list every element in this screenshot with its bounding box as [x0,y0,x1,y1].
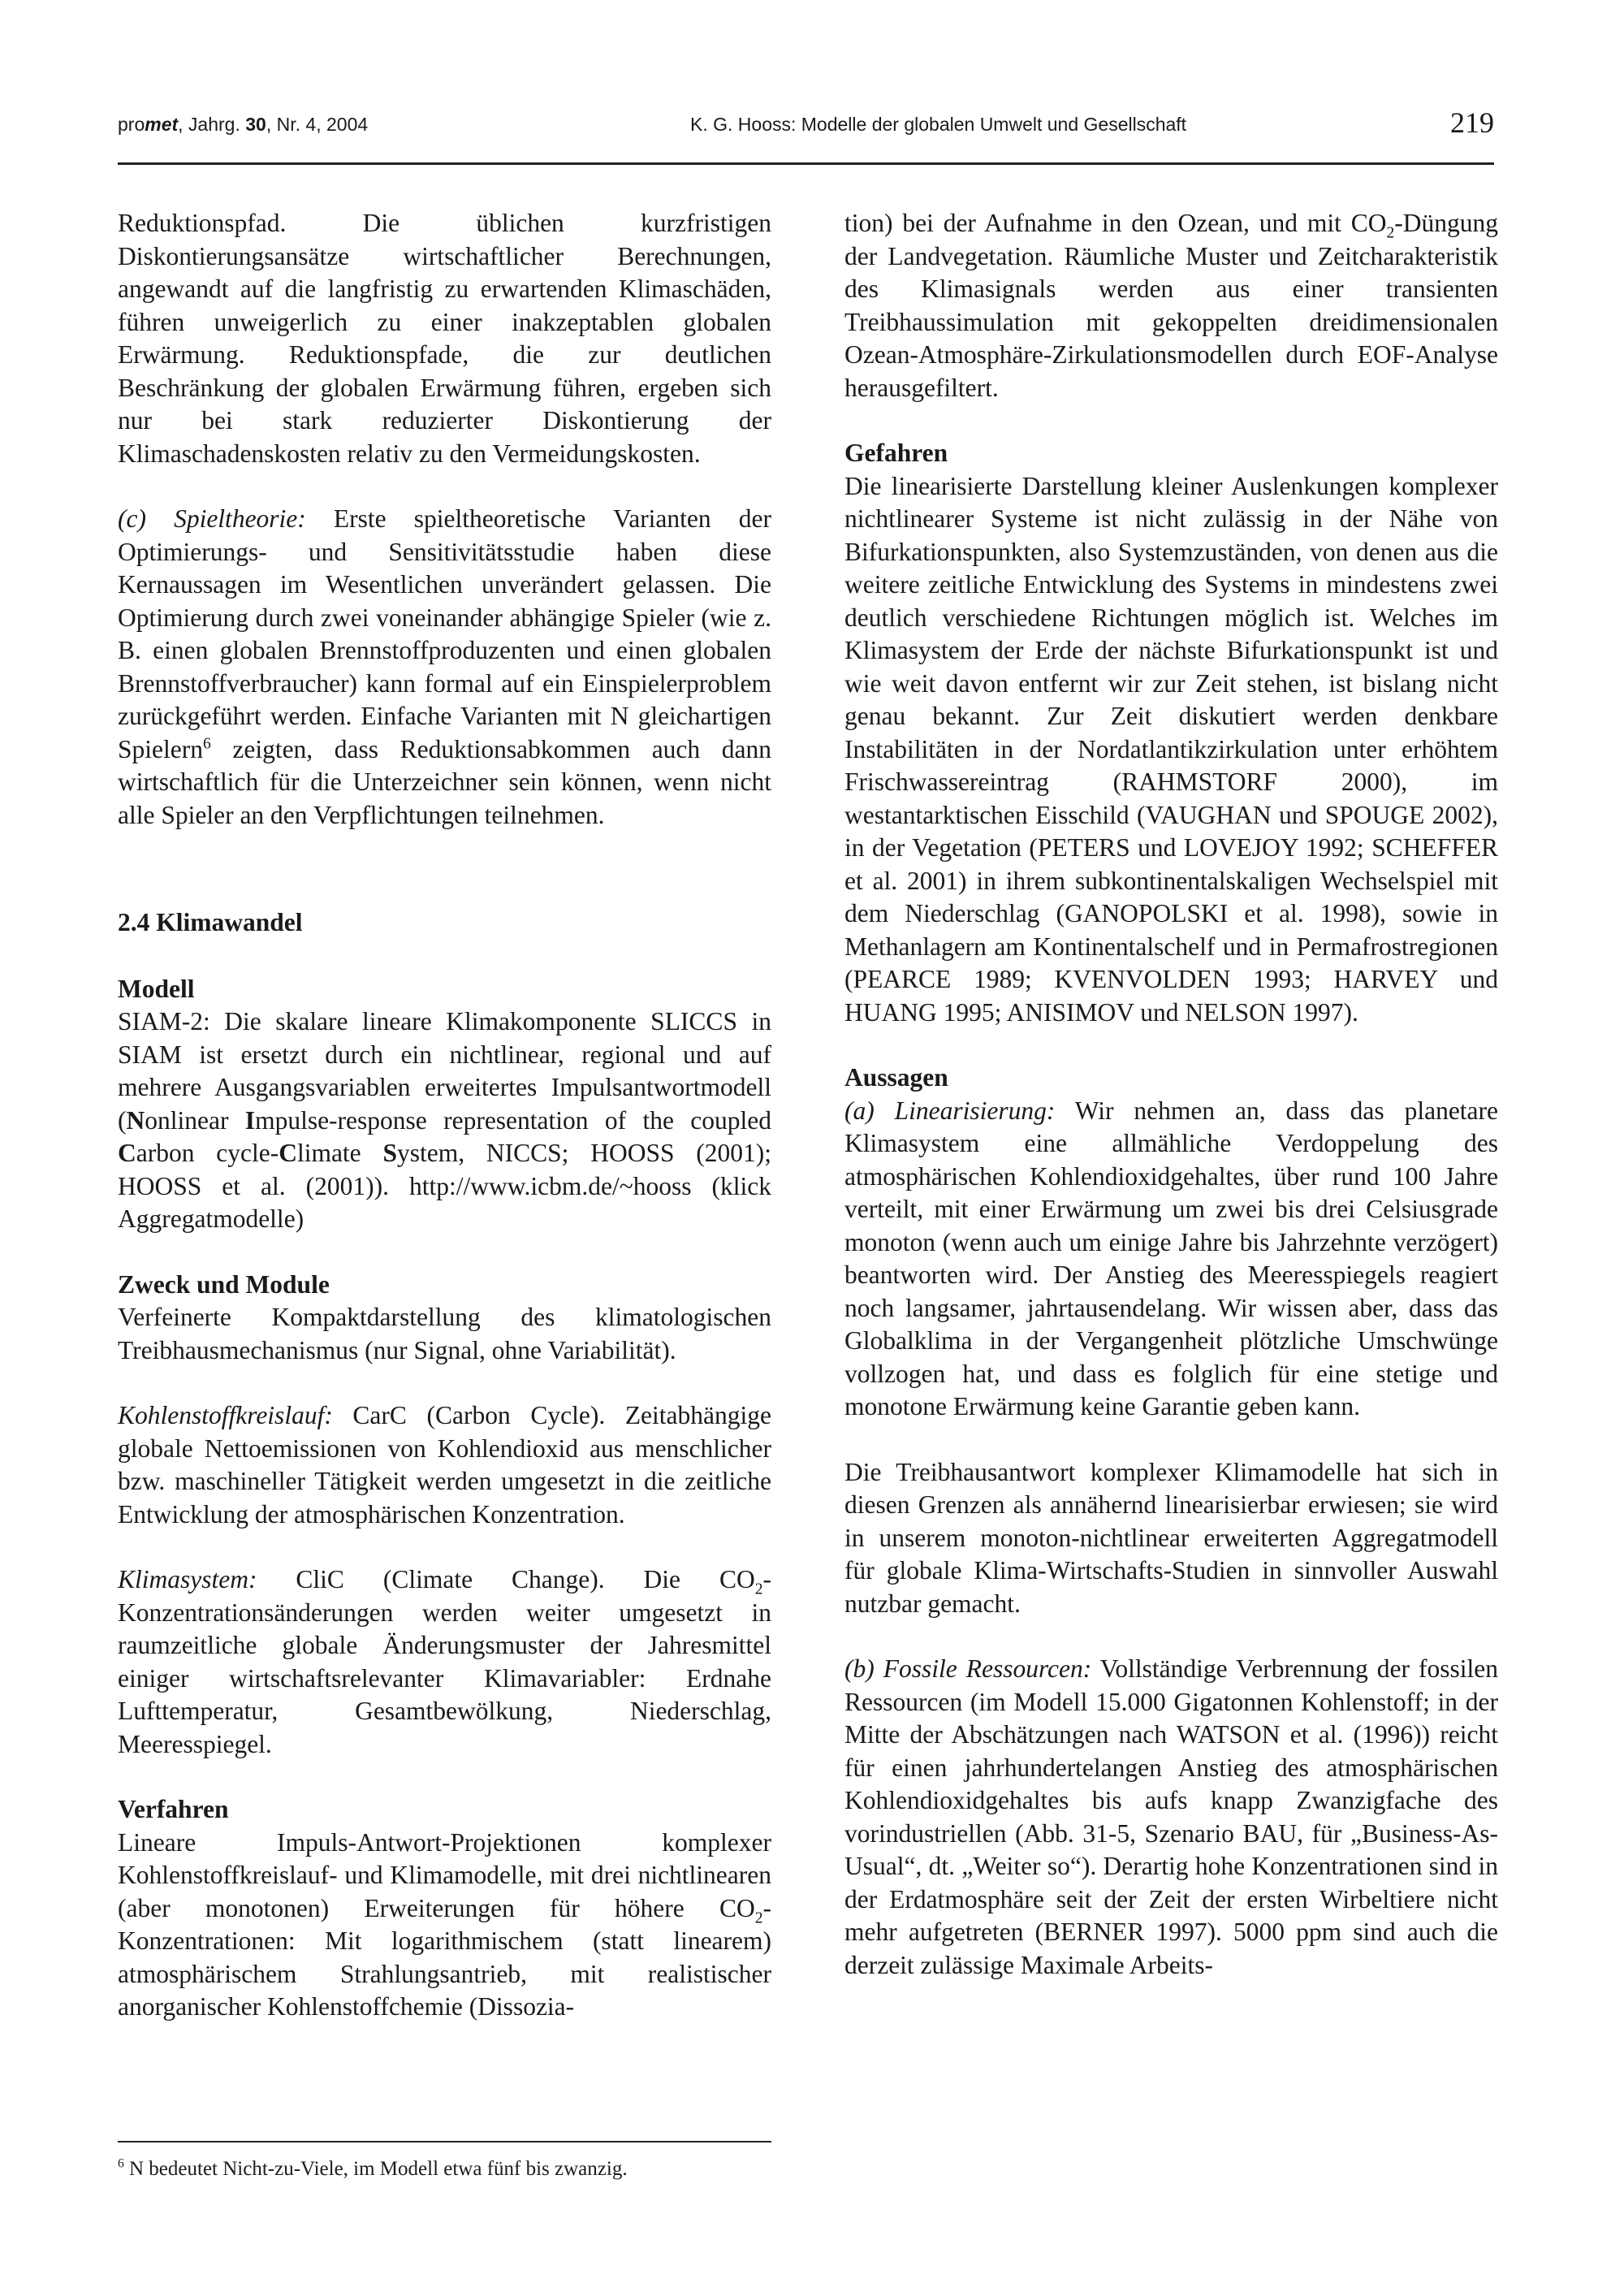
journal-year-label: , Jahrg. [178,114,246,135]
kohlenstoff-text: CarC (Carbon Cycle). Zeitabhängige globale Nettoemissionen von Kohlendioxid aus menschlicher bzw. maschineller Tätigkeit werden umgesetzt in die zeitliche Entwicklung der atmosphärischen Konzentration. [118,1401,771,1529]
page-header [118,106,1494,165]
modell-text-d: arbon cycle- [136,1139,279,1167]
klimasystem-text-a: CliC (Climate Change). Die CO [257,1565,755,1593]
footnote-6 [118,2157,771,2181]
footnote-divider [118,2141,771,2143]
footnote-text: N bedeutet Nicht-zu-Viele, im Modell etwa fünf bis zwanzig. [123,2158,628,2180]
heading-verfahren: Verfahren [118,1795,229,1823]
co2-subscript: 2 [1386,224,1395,242]
paragraph-fossile-ressourcen [844,1653,1498,1982]
paragraph-verfahren-continued [844,207,1498,404]
verfahren-cont-a: tion) bei der Aufnahme in den Ozean, und mit CO [844,209,1387,237]
paragraph-spieltheorie [118,503,771,832]
modell-acronym-i: I [244,1105,256,1135]
linearisierung-text: Wir nehmen an, dass das planetare Klimasystem eine allmähliche Verdoppelung des atmosphärischen Kohlendioxidgehaltes, über rund 100 Jahre verteilt, mit einer Erwärmung um zwei bis drei Celsiusgrade monoton (wenn auch um einige Jahre bis Jahrzehnte verzögert) beantworten wird. Der Anstieg des Meeresspiegels reagiert noch langsamer, jahrtausendelang. Wir wissen aber, dass das Globalklima in der Vergangenheit plötzliche Umschwünge vollzogen hat, und dass es folglich für eine stetige und monotone Erwärmung keine Garantie geben kann. [844,1096,1499,1420]
running-title: K. G. Hooss: Modelle der globalen Umwelt und Gesellschaft [690,114,1187,135]
heading-zweck-und-module: Zweck und Module [118,1269,330,1299]
klimasystem-text-b: -Konzentrationsänderungen werden weiter umgesetzt in raumzeitliche globale Änderungsmuster der Jahresmittel einiger wirtschaftsrelevanter Klimavariabler: Erdnahe Lufttemperatur, Gesamtbewölkung, Niederschlag, Meeresspiegel. [118,1565,771,1758]
modell-acronym-n: N [126,1105,145,1135]
paragraph-treibhausantwort: Die Treibhausantwort komplexer Klimamodelle hat sich in diesen Grenzen als annähernd linearisierbar erwiesen; sie wird in unserem monoton-nichtlinear erweiterten Aggregatmodell für globale Klima-Wirtschafts-Studien in sinnvoller Auswahl nutzbar gemacht. [844,1457,1498,1618]
spieltheorie-label: (c) Spieltheorie: [118,504,306,533]
paragraph-klimasystem [118,1563,771,1761]
co2-subscript: 2 [754,1909,763,1926]
fossile-label: (b) Fossile Ressourcen: [844,1654,1092,1683]
paragraph-gefahren: Die linearisierte Darstellung kleiner Auslenkungen komplexer nichtlinearer Systeme ist nicht zulässig in der Nähe von Bifurkationspunkten, also Systemzuständen, von denen aus die weitere zeitliche Entwicklung des Systems in mindestens zwei deutlich verschiedene Richtungen möglich ist. Welches im Klimasystem der Erde der nächste Bifurkationspunkt ist und wie weit davon entfernt wir zur Zeit stehen, ist bislang nicht genau bekannt. Zur Zeit diskutiert werden denkbare Instabilitäten in der Nordatlantikzirkulation unter erhöhtem Frischwassereintrag (RAHMSTORF 2000), im westantarktischen Eisschild (VAUGHAN und SPOUGE 2002), in der Vegetation (PETERS und LOVEJOY 1992; SCHEFFER et al. 2001) in ihrem subkontinentalskaligen Wechselspiel mit dem Niederschlag (GANOPOLSKI et al. 1998), sowie in Methanlagern am Kontinentalschelf und in Permafrostregionen (PEARCE 1989; KVENVOLDEN 1993; HARVEY und HUANG 1995; ANISIMOV und NELSON 1997). [844,471,1498,1027]
journal-name-met: met [145,114,179,135]
paragraph-zweck: Verfeinerte Kompaktdarstellung des klimatologischen Treibhausmechanismus (nur Signal, ohne Variabilität). [118,1303,771,1364]
spieltheorie-text-b: zeigten, dass Reduktionsabkommen auch dann wirtschaftlich für die Unterzeichner sein können, wenn nicht alle Spieler an den Verpflichtungen teilnehmen. [118,734,771,829]
left-column [118,207,771,2024]
heading-gefahren: Gefahren [844,439,948,467]
journal-name-pro: pro [118,114,145,135]
journal-issue: , Nr. 4, 2004 [266,114,369,135]
paragraph-kohlenstoffkreislauf [118,1399,771,1531]
modell-acronym-s: S [382,1139,397,1167]
verfahren-text-b: -Konzentrationen: Mit logarithmischem (statt linearem) atmosphärischem Strahlungsantrieb, mit realistischer anorganischer Kohlenstoffchemie (Dissozia- [118,1893,771,2021]
paragraph-verfahren [118,1827,771,2024]
journal-citation [118,114,368,136]
modell-text-a: SIAM-2: Die skalare lineare Klimakomponente SLICCS in SIAM ist ersetzt durch ein nichtlinear, regional und auf mehrere Ausgangsvariablen erweitertes Impulsantwortmodell ( [118,1007,771,1135]
paragraph-reduktionspfad: Reduktionspfad. Die üblichen kurzfristigen Diskontierungsansätze wirtschaftlicher Berechnungen, angewandt auf die langfristig zu erwartenden Klimaschäden, führen unweigerlich zu einer inakzeptablen globalen Erwärmung. Reduktionspfade, die zur deutlichen Beschränkung der globalen Erwärmung führen, ergeben sich nur bei stark reduzierter Diskontierung der Klimaschadenskosten relativ zu den Vermeidungskosten. [118,209,771,468]
modell-text-e: limate [296,1139,383,1167]
footnote-marker: 6 [118,2156,124,2171]
section-heading-klimawandel: 2.4 Klimawandel [118,908,303,936]
verfahren-text-a: Lineare Impuls-Antwort-Projektionen komplexer Kohlenstoffkreislauf- und Klimamodelle, mit drei nichtlinearen (aber monotonen) Erweiterungen für höhere CO [118,1827,771,1922]
linearisierung-label: (a) Linearisierung: [844,1096,1056,1125]
co2-subscript: 2 [754,1580,763,1598]
verfahren-cont-b: -Düngung der Landvegetation. Räumliche Muster und Zeitcharakteristik des Klimasignals werden aus einer transienten Treibhaussimulation mit gekoppelten dreidimensionalen Ozean-Atmosphäre-Zirkulationsmodellen durch EOF-Analyse herausgefiltert. [844,209,1498,402]
modell-acronym-c1: C [118,1139,136,1167]
modell-acronym-c2: C [279,1139,297,1167]
page-number: 219 [1450,106,1494,139]
modell-text-f: ystem, NICCS; HOOSS (2001); HOOSS et al. (2001)). http://www.icbm.de/~hooss (klick Aggregatmodelle) [118,1139,771,1233]
paragraph-modell [118,1005,771,1236]
modell-text-b: onlinear [145,1105,245,1135]
kohlenstoff-label: Kohlenstoffkreislauf: [118,1401,333,1429]
journal-volume: 30 [245,114,266,135]
fossile-text: Vollständige Verbrennung der fossilen Ressourcen (im Modell 15.000 Gigatonnen Kohlenstoff; in der Mitte der Abschätzungen nach WATSON et al. (1996)) reicht für einen jahrhundertelangen Anstieg des atmosphärischen Kohlendioxidgehaltes bis aufs knapp Zwanzigfache des vorindustriellen (Abb. 31-5, Szenario BAU, für „Business-As-Usual“, dt. „Weiter so“). Derartig hohe Konzentrationen sind in der Erdatmosphäre seit der Zeit der ersten Wirbeltiere nicht mehr aufgetreten (BERNER 1997). 5000 ppm sind auch die derzeit zulässige Maximale Arbeits- [844,1654,1498,1979]
heading-aussagen: Aussagen [844,1063,948,1092]
paragraph-linearisierung [844,1095,1498,1424]
spieltheorie-text-a: Erste spieltheoretische Varianten der Optimierungs- und Sensitivitätsstudie haben diese Kernaussagen im Wesentlichen unverändert gelassen. Die Optimierung durch zwei voneinander abhängige Spieler (wie z. B. einen globalen Brennstoffproduzenten und einen globalen Brennstoffverbraucher) kann formal auf ein Einspielerproblem zurückgeführt werden. Einfache Varianten mit N gleichartigen Spielern [118,504,771,763]
heading-modell: Modell [118,974,195,1003]
klimasystem-label: Klimasystem: [118,1565,257,1593]
modell-text-c: mpulse-response representation of the coupled [255,1105,771,1135]
right-column [844,207,1498,1982]
footnote-ref-6: 6 [202,735,211,752]
